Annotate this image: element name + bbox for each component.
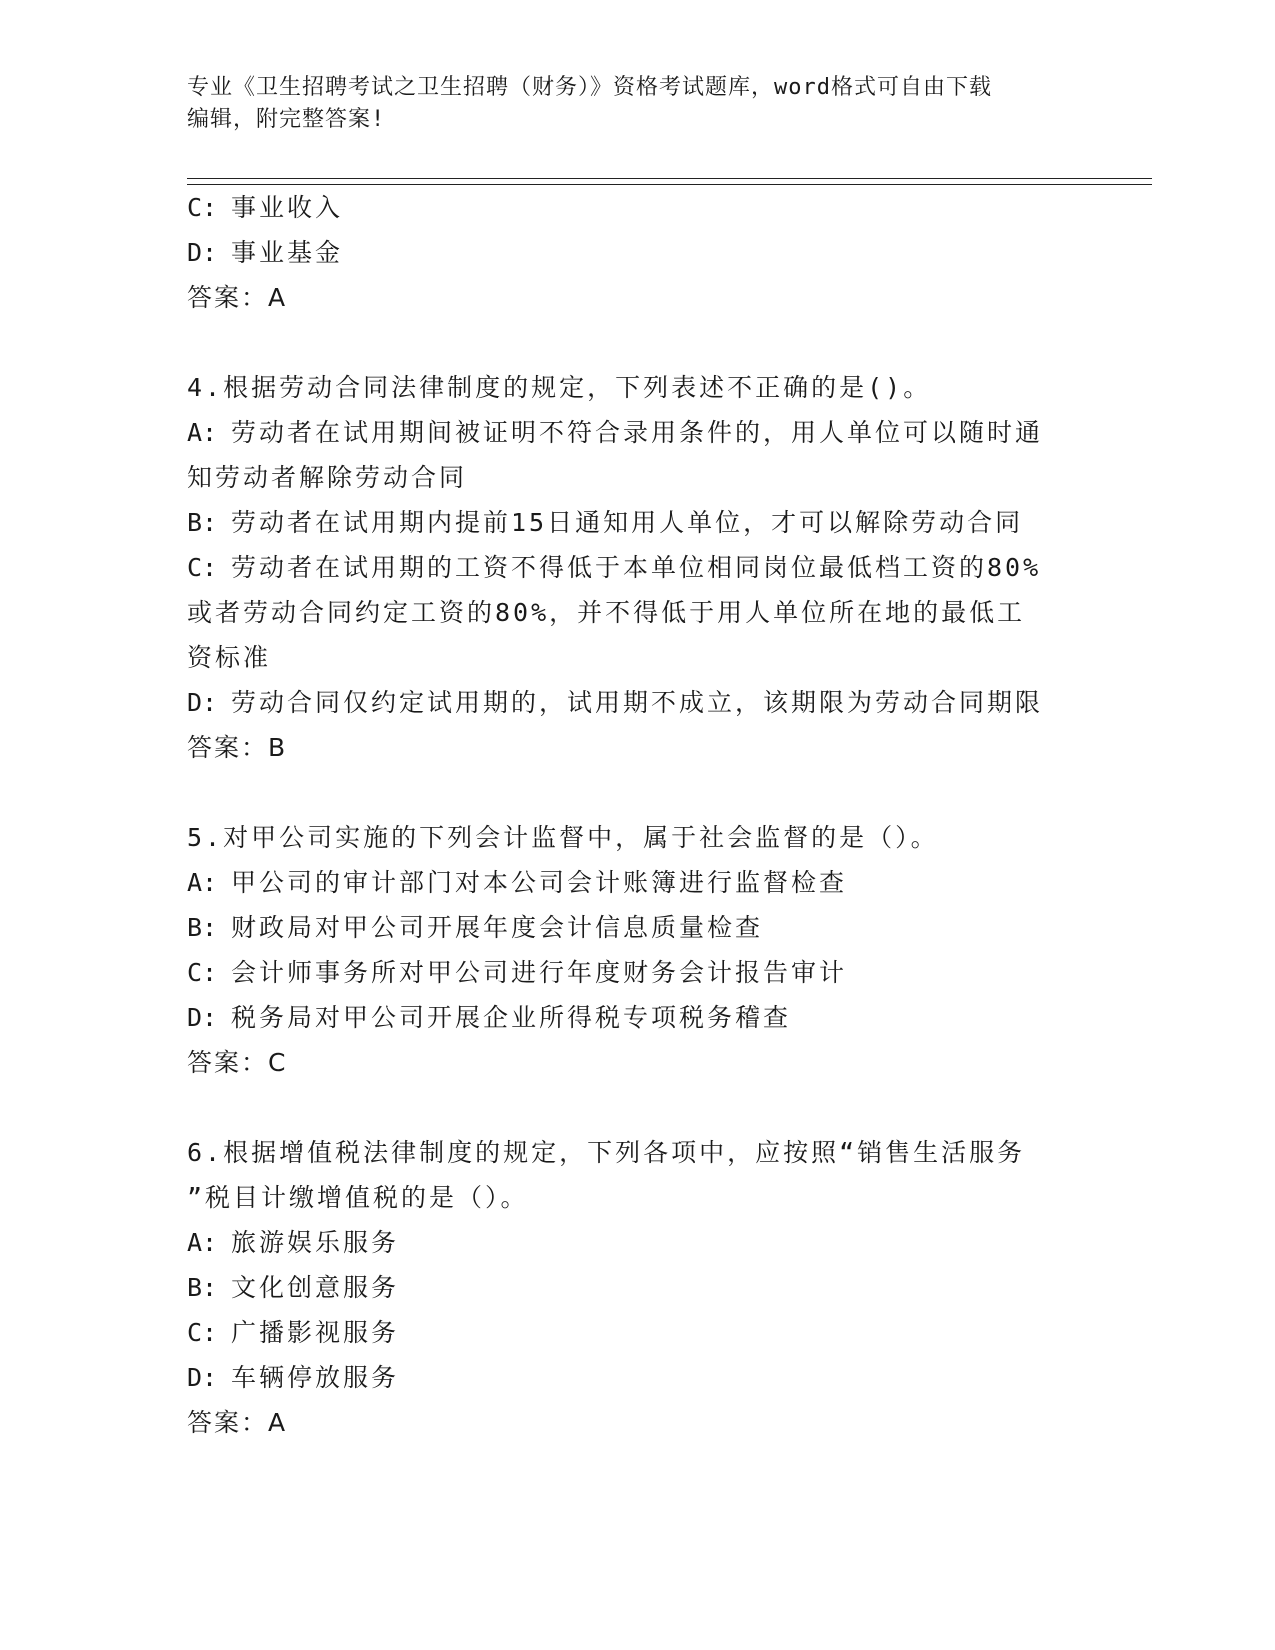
q4-option-c-cont-2: 资标准	[187, 643, 272, 672]
option-label: B:	[187, 913, 218, 942]
q4-option-c-cont-1: 或者劳动合同约定工资的80%，并不得低于用人单位所在地的最低工	[187, 598, 1026, 627]
option-text: 文化创意服务	[231, 1273, 400, 1302]
q5-answer: 答案：C	[187, 1048, 288, 1077]
q5-option-a	[187, 866, 847, 900]
q5-option-d	[187, 1001, 791, 1035]
q4-stem: 4.根据劳动合同法律制度的规定，下列表述不正确的是()。	[187, 373, 932, 402]
option-text: 事业收入	[231, 193, 344, 222]
header-divider-top	[187, 178, 1152, 179]
option-text: 税务局对甲公司开展企业所得税专项税务稽查	[231, 1003, 792, 1032]
option-text: 劳动者在试用期内提前15日通知用人单位，才可以解除劳动合同	[231, 508, 1024, 537]
option-text: 广播影视服务	[231, 1318, 400, 1347]
q6-answer: 答案：A	[187, 1408, 288, 1437]
q5-option-c	[187, 956, 847, 990]
header-line-2: 编辑，附完整答案!	[187, 107, 386, 132]
option-label: D:	[187, 238, 218, 267]
option-text: 事业基金	[231, 238, 344, 267]
option-text: 甲公司的审计部门对本公司会计账簿进行监督检查	[231, 868, 848, 897]
option-text: 会计师事务所对甲公司进行年度财务会计报告审计	[231, 958, 848, 987]
q6-option-c	[187, 1316, 399, 1350]
q3-option-d	[187, 236, 343, 270]
option-label: D:	[187, 1003, 218, 1032]
q4-option-a	[187, 416, 1043, 450]
option-text: 劳动者在试用期间被证明不符合录用条件的，用人单位可以随时通	[231, 418, 1044, 447]
option-label: D:	[187, 1363, 218, 1392]
q4-answer: 答案：B	[187, 733, 288, 762]
q6-option-d	[187, 1361, 399, 1395]
option-label: C:	[187, 958, 218, 987]
q4-option-c	[187, 551, 1041, 585]
option-label: B:	[187, 508, 218, 537]
q6-option-b	[187, 1271, 399, 1305]
q4-option-b	[187, 506, 1023, 540]
q5-stem: 5.对甲公司实施的下列会计监督中，属于社会监督的是（）。	[187, 823, 939, 852]
option-label: C:	[187, 193, 218, 222]
option-label: A:	[187, 868, 218, 897]
header-divider-bottom	[187, 184, 1152, 185]
document-header	[187, 72, 1087, 136]
option-label: A:	[187, 1228, 218, 1257]
q3-option-c	[187, 191, 343, 225]
option-text: 旅游娱乐服务	[231, 1228, 400, 1257]
q6-option-a	[187, 1226, 399, 1260]
q3-answer: 答案：A	[187, 283, 288, 312]
option-text: 车辆停放服务	[231, 1363, 400, 1392]
option-label: C:	[187, 1318, 218, 1347]
option-text: 劳动者在试用期的工资不得低于本单位相同岗位最低档工资的80%	[231, 553, 1042, 582]
option-label: B:	[187, 1273, 218, 1302]
option-label: A:	[187, 418, 218, 447]
q4-option-d	[187, 686, 1043, 720]
option-label: D:	[187, 688, 218, 717]
option-text: 财政局对甲公司开展年度会计信息质量检查	[231, 913, 764, 942]
q4-option-a-cont: 知劳动者解除劳动合同	[187, 463, 468, 492]
q5-option-b	[187, 911, 763, 945]
header-line-1: 专业《卫生招聘考试之卫生招聘（财务）》资格考试题库，word格式可自由下载	[187, 75, 992, 100]
q6-stem: 6.根据增值税法律制度的规定，下列各项中，应按照“销售生活服务	[187, 1138, 1026, 1167]
q6-stem-cont: ”税目计缴增值税的是（）。	[187, 1183, 529, 1212]
option-label: C:	[187, 553, 218, 582]
option-text: 劳动合同仅约定试用期的，试用期不成立，该期限为劳动合同期限	[231, 688, 1044, 717]
